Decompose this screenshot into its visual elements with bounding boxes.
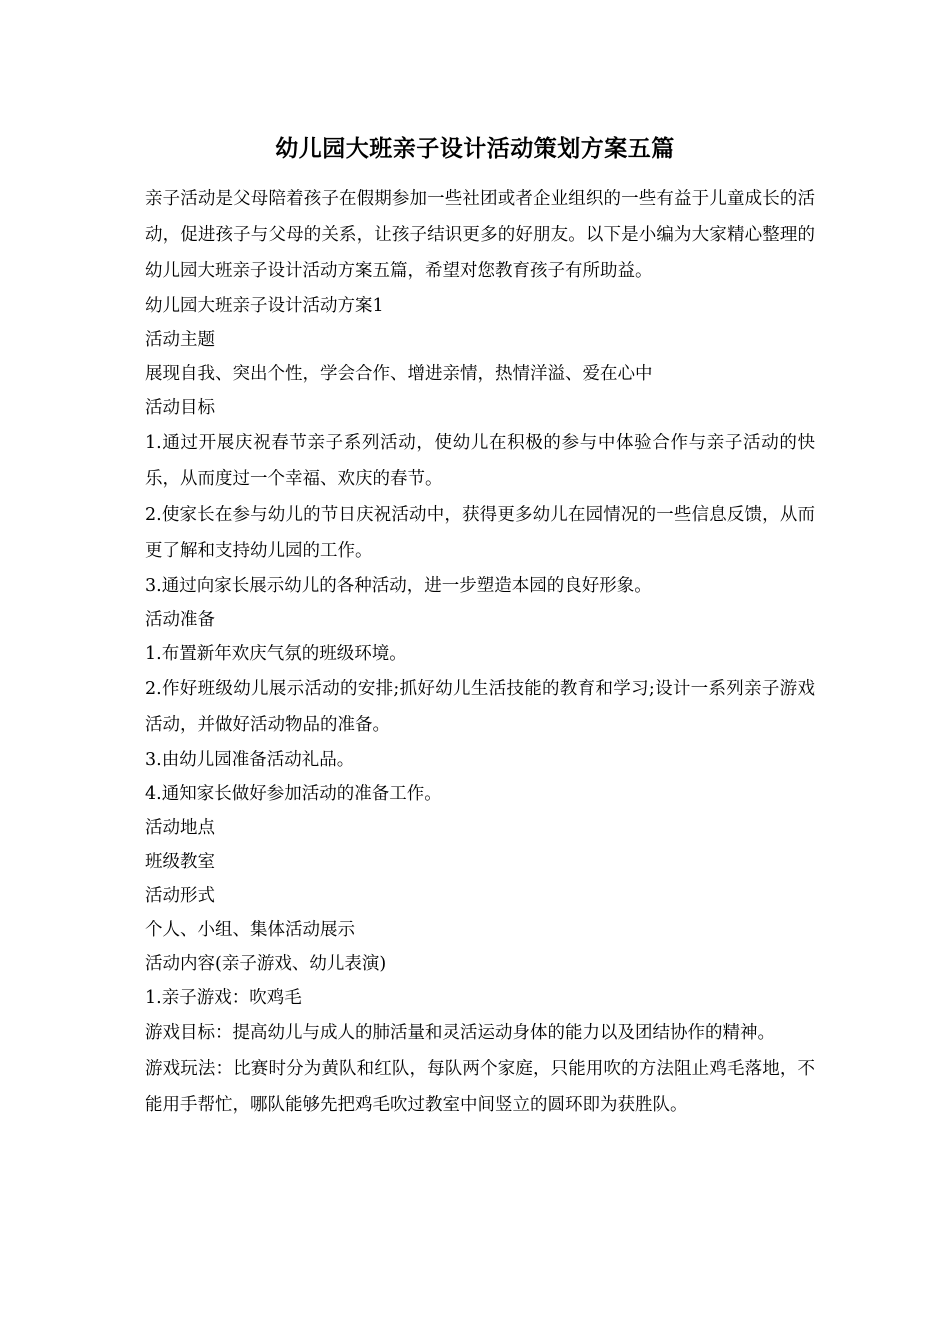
list-item: 3.由幼儿园准备活动礼品。 (145, 750, 355, 770)
document-body (145, 181, 815, 1123)
list-item: 2.使家长在参与幼儿的节日庆祝活动中，获得更多幼儿在园情况的一些信息反馈，从而更了解和支持幼儿园的工作。 (145, 505, 815, 561)
paragraph: 展现自我、突出个性，学会合作、增进亲情，热情洋溢、爱在心中 (145, 364, 653, 384)
subheading: 活动准备 (145, 610, 215, 630)
document-title: 幼儿园大班亲子设计活动策划方案五篇 (275, 135, 675, 162)
subheading: 活动目标 (145, 398, 215, 418)
list-item: 2.作好班级幼儿展示活动的安排;抓好幼儿生活技能的教育和学习;设计一系列亲子游戏活动，并做好活动物品的准备。 (145, 679, 815, 735)
list-item: 1.亲子游戏：吹鸡毛 (145, 988, 302, 1008)
subheading: 活动地点 (145, 818, 215, 838)
subheading: 活动形式 (145, 886, 215, 906)
intro-paragraph: 亲子活动是父母陪着孩子在假期参加一些社团或者企业组织的一些有益于儿童成长的活动，促进孩子与父母的关系，让孩子结识更多的好朋友。以下是小编为大家精心整理的幼儿园大班亲子设计活动方案五篇，希望对您教育孩子有所助益。 (145, 189, 815, 281)
list-item: 3.通过向家长展示幼儿的各种活动，进一步塑造本园的良好形象。 (145, 576, 652, 596)
paragraph: 个人、小组、集体活动展示 (145, 920, 355, 940)
paragraph: 班级教室 (145, 852, 215, 872)
paragraph: 游戏目标：提高幼儿与成人的肺活量和灵活运动身体的能力以及团结协作的精神。 (145, 1023, 775, 1043)
section-heading: 幼儿园大班亲子设计活动方案1 (145, 296, 384, 316)
list-item: 1.通过开展庆祝春节亲子系列活动，使幼儿在积极的参与中体验合作与亲子活动的快乐，从而度过一个幸福、欢庆的春节。 (145, 433, 815, 489)
paragraph: 游戏玩法：比赛时分为黄队和红队，每队两个家庭，只能用吹的方法阻止鸡毛落地，不能用手帮忙，哪队能够先把鸡毛吹过教室中间竖立的圆环即为获胜队。 (145, 1059, 815, 1115)
subheading: 活动主题 (145, 330, 215, 350)
list-item: 4.通知家长做好参加活动的准备工作。 (145, 784, 442, 804)
subheading: 活动内容(亲子游戏、幼儿表演) (145, 954, 387, 974)
list-item: 1.布置新年欢庆气氛的班级环境。 (145, 644, 407, 664)
